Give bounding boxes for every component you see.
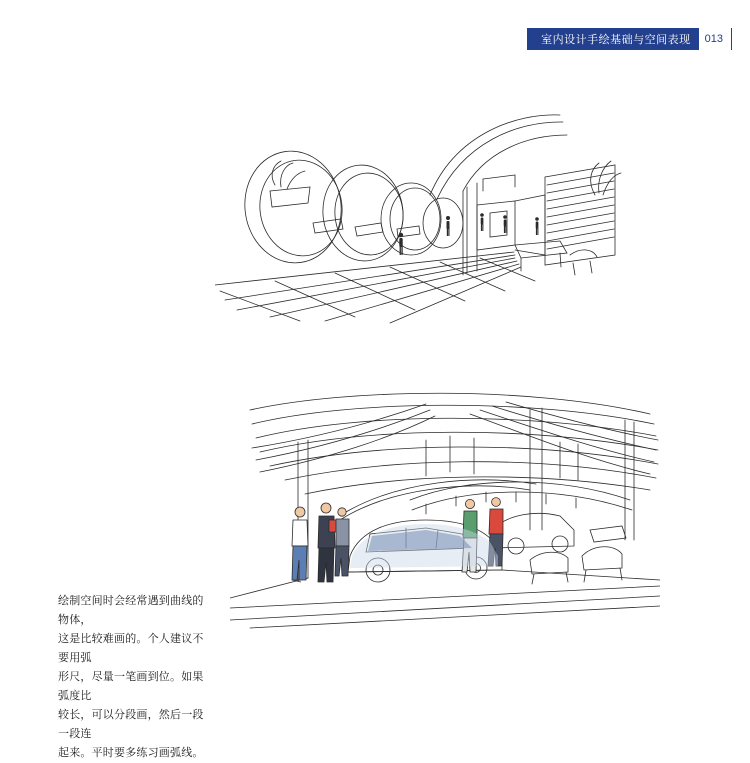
caption-line-3: 形尺，尽量一笔画到位。如果弧度比 xyxy=(58,671,204,702)
page-header xyxy=(527,28,732,50)
figure-caption xyxy=(58,592,208,763)
figure-bottom-sketch xyxy=(230,380,660,630)
header-divider-rule xyxy=(731,28,732,50)
figure-top-sketch xyxy=(215,95,635,325)
header-title-band xyxy=(527,28,699,50)
caption-line-4: 较长，可以分段画，然后一段一段连 xyxy=(58,709,204,740)
caption-line-5: 起来。平时要多练习画弧线。 xyxy=(58,747,204,759)
caption-line-2: 这是比较难画的。个人建议不要用弧 xyxy=(58,633,204,664)
caption-line-1: 绘制空间时会经常遇到曲线的物体， xyxy=(58,595,204,626)
page-title: 室内设计手绘基础与空间表现 xyxy=(541,34,691,46)
page-number: 013 xyxy=(704,33,723,45)
